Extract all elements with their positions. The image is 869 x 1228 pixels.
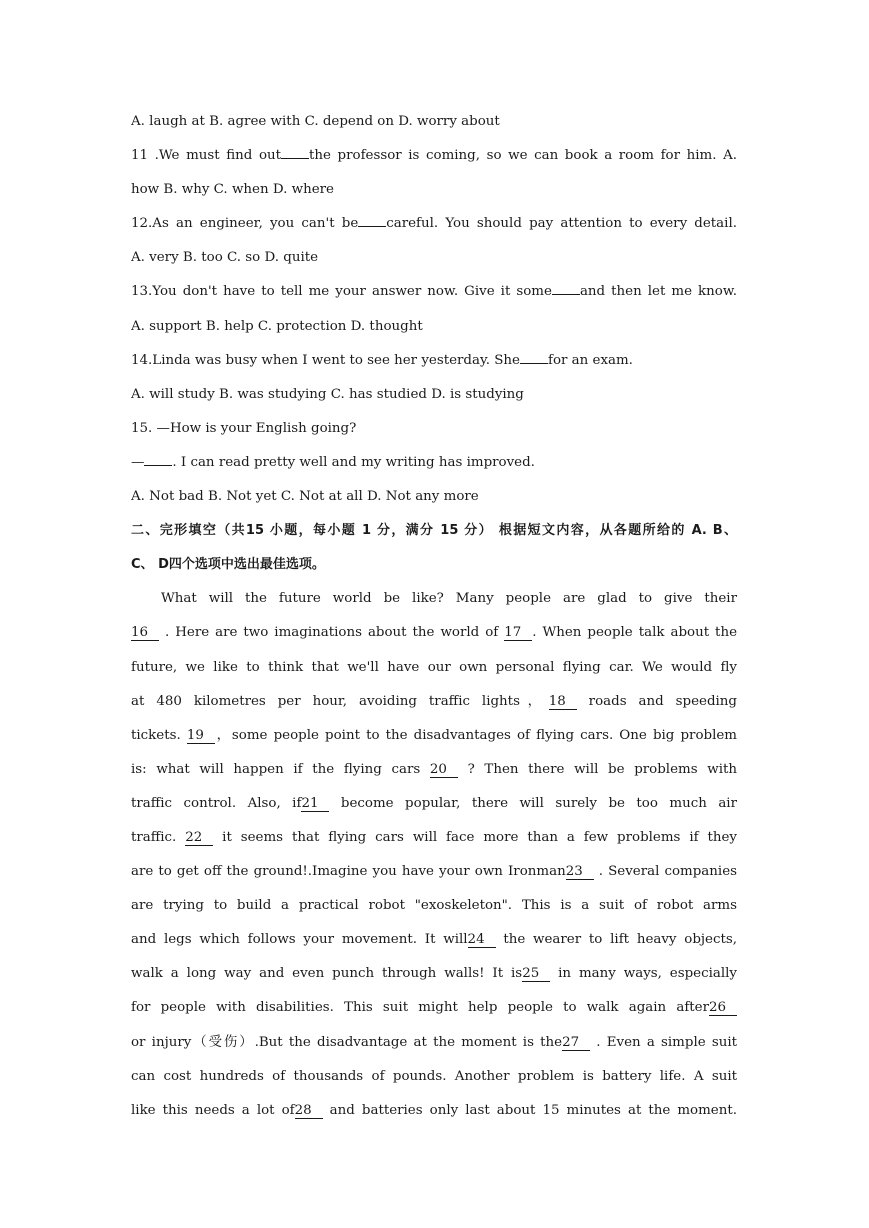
text-line	[131, 824, 737, 858]
text-segment: 12.As an engineer, you can't be	[131, 216, 359, 232]
text-line: A. very B. too C. so D. quite	[131, 250, 319, 266]
text-segment: ，some people point to the disadvantages of flying cars. One big problem	[214, 727, 737, 743]
text-segment: for people with disabilities. This suit might help people to walk again after	[131, 1000, 709, 1016]
text-segment: . Even a simple suit	[590, 1034, 737, 1050]
text-segment: . When people talk about the	[532, 625, 737, 641]
text-line	[131, 347, 737, 381]
text-segment: is: what will happen if the flying cars	[131, 761, 430, 777]
text-segment: ? Then there will be problems with	[457, 761, 737, 777]
answer-blank: 16	[131, 626, 159, 641]
text-line: A. laugh at B. agree with C. depend on D. worry about	[131, 114, 500, 129]
text-segment: the professor is coming, so we can book a room for him. A.	[309, 148, 737, 164]
text-segment: . I can read pretty well and my writing has improved.	[172, 454, 535, 470]
answer-blank: 27	[562, 1036, 590, 1051]
text-line	[131, 278, 737, 312]
answer-blank: 22	[185, 831, 213, 846]
text-line: 15. —How is your English going?	[131, 420, 357, 436]
answer-blank: 23	[566, 865, 594, 880]
answer-blank: 17	[504, 626, 532, 641]
text-segment: —	[131, 454, 145, 470]
text-segment: careful. You should pay attention to every detail.	[386, 216, 737, 232]
text-segment: at 480 kilometres per hour, avoiding traffic lights，	[131, 693, 549, 709]
text-segment: like this needs a lot of	[131, 1102, 295, 1118]
text-line	[131, 449, 737, 483]
document-page	[131, 108, 737, 1131]
text-segment: roads and speeding	[576, 693, 737, 709]
text-line: future, we like to think that we'll have our own personal flying car. We would fly	[131, 659, 737, 675]
text-line: how B. why C. when D. where	[131, 182, 334, 198]
text-segment: . Several companies	[593, 864, 737, 880]
text-segment: walk a long way and even punch through walls! It is	[131, 966, 523, 982]
text-line	[131, 926, 737, 960]
text-line: can cost hundreds of thousands of pounds. Another problem is battery life. A suit	[131, 1068, 737, 1084]
text-segment: in many ways, especially	[550, 966, 737, 982]
answer-blank	[552, 294, 580, 295]
text-line	[131, 1029, 737, 1063]
text-line: A. Not bad B. Not yet C. Not at all D. Not any more	[131, 489, 479, 505]
text-line	[131, 688, 737, 722]
section-heading-line: 二、完形填空（共15 小题，每小题 1 分，满分 15 分） 根据短文内容，从各题所给的 A. B、	[131, 523, 737, 539]
text-segment: become popular, there will surely be too much air	[329, 795, 737, 811]
text-segment: for an exam.	[547, 352, 633, 368]
answer-blank: 26	[709, 1001, 737, 1016]
text-line	[131, 722, 737, 756]
answer-blank: 21	[301, 797, 329, 812]
answer-blank	[281, 158, 309, 159]
answer-blank	[520, 363, 548, 364]
answer-blank: 18	[549, 695, 577, 710]
text-segment: 13.You don't have to tell me your answer now. Give it some	[131, 284, 552, 300]
text-line	[131, 1097, 737, 1131]
text-segment: and batteries only last about 15 minutes at the moment.	[322, 1102, 737, 1118]
text-segment: are to get off the ground!.Imagine you have your own Ironman	[131, 864, 566, 880]
text-line: What will the future world be like? Many people are glad to give their	[161, 591, 737, 607]
section-heading-line: C、 D四个选项中选出最佳选项。	[131, 557, 325, 573]
text-segment: . Here are two imaginations about the world of	[159, 625, 505, 641]
text-segment: the wearer to lift heavy objects,	[495, 932, 737, 948]
text-line: A. support B. help C. protection D. thought	[131, 318, 423, 334]
text-segment: traffic.	[131, 829, 186, 845]
text-line: are trying to build a practical robot "exoskeleton". This is a suit of robot arms	[131, 898, 737, 914]
text-segment: 11 .We must find out	[131, 148, 282, 164]
text-line	[131, 142, 737, 176]
answer-blank	[358, 226, 386, 227]
text-segment: it seems that flying cars will face more than a few problems if they	[213, 829, 737, 845]
text-line	[131, 756, 737, 790]
answer-blank	[144, 465, 172, 466]
text-segment: tickets.	[131, 727, 187, 743]
answer-blank: 19	[187, 729, 215, 744]
text-segment: or injury（受伤）.But the disadvantage at the moment is the	[131, 1034, 563, 1050]
text-line: A. will study B. was studying C. has studied D. is studying	[131, 386, 524, 402]
text-line	[131, 210, 737, 244]
answer-blank: 28	[295, 1104, 323, 1119]
answer-blank: 24	[468, 933, 496, 948]
text-line	[131, 790, 737, 824]
text-segment: traffic control. Also, if	[131, 795, 302, 811]
text-line	[131, 619, 737, 653]
text-segment: and then let me know.	[579, 284, 737, 300]
answer-blank: 20	[430, 763, 458, 778]
text-line	[131, 960, 737, 994]
answer-blank: 25	[522, 967, 550, 982]
text-line	[131, 858, 737, 892]
text-segment: and legs which follows your movement. It will	[131, 932, 468, 948]
text-segment: 14.Linda was busy when I went to see her yesterday. She	[131, 352, 520, 368]
text-line	[131, 994, 737, 1028]
